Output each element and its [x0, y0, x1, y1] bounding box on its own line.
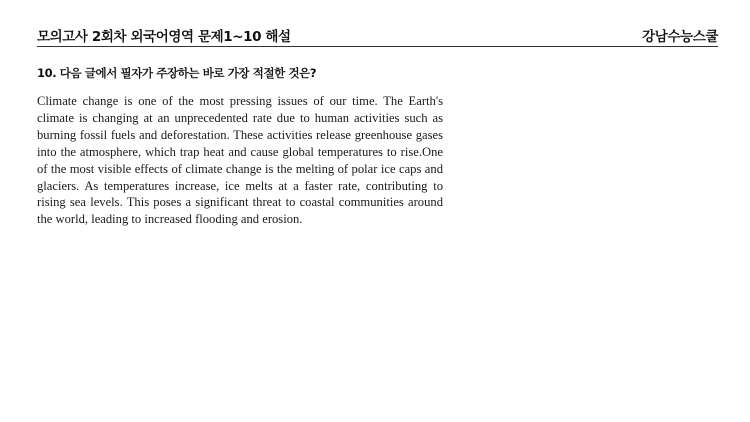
question-prompt: 10. 다음 글에서 필자가 주장하는 바로 가장 적절한 것은? — [37, 66, 317, 80]
brand-name: 강남수능스쿨 — [642, 29, 718, 45]
reading-passage: Climate change is one of the most pressing issues of our time. The Earth's climate is changing at an unprecedented rate due to human activities such as burning fossil fuels and deforestation. These activities release greenhouse gases into the atmosphere, which trap heat and cause global temperatures to rise.One of the most visible effects of climate change is the melting of polar ice caps and glaciers. As temperatures increase, ice melts at a faster rate, contributing to rising sea levels. This poses a significant threat to coastal communities around the world, leading to increased flooding and erosion. — [37, 94, 443, 227]
page-header — [37, 24, 718, 47]
document-title: 모의고사 2회차 외국어영역 문제1~10 해설 — [37, 29, 291, 45]
